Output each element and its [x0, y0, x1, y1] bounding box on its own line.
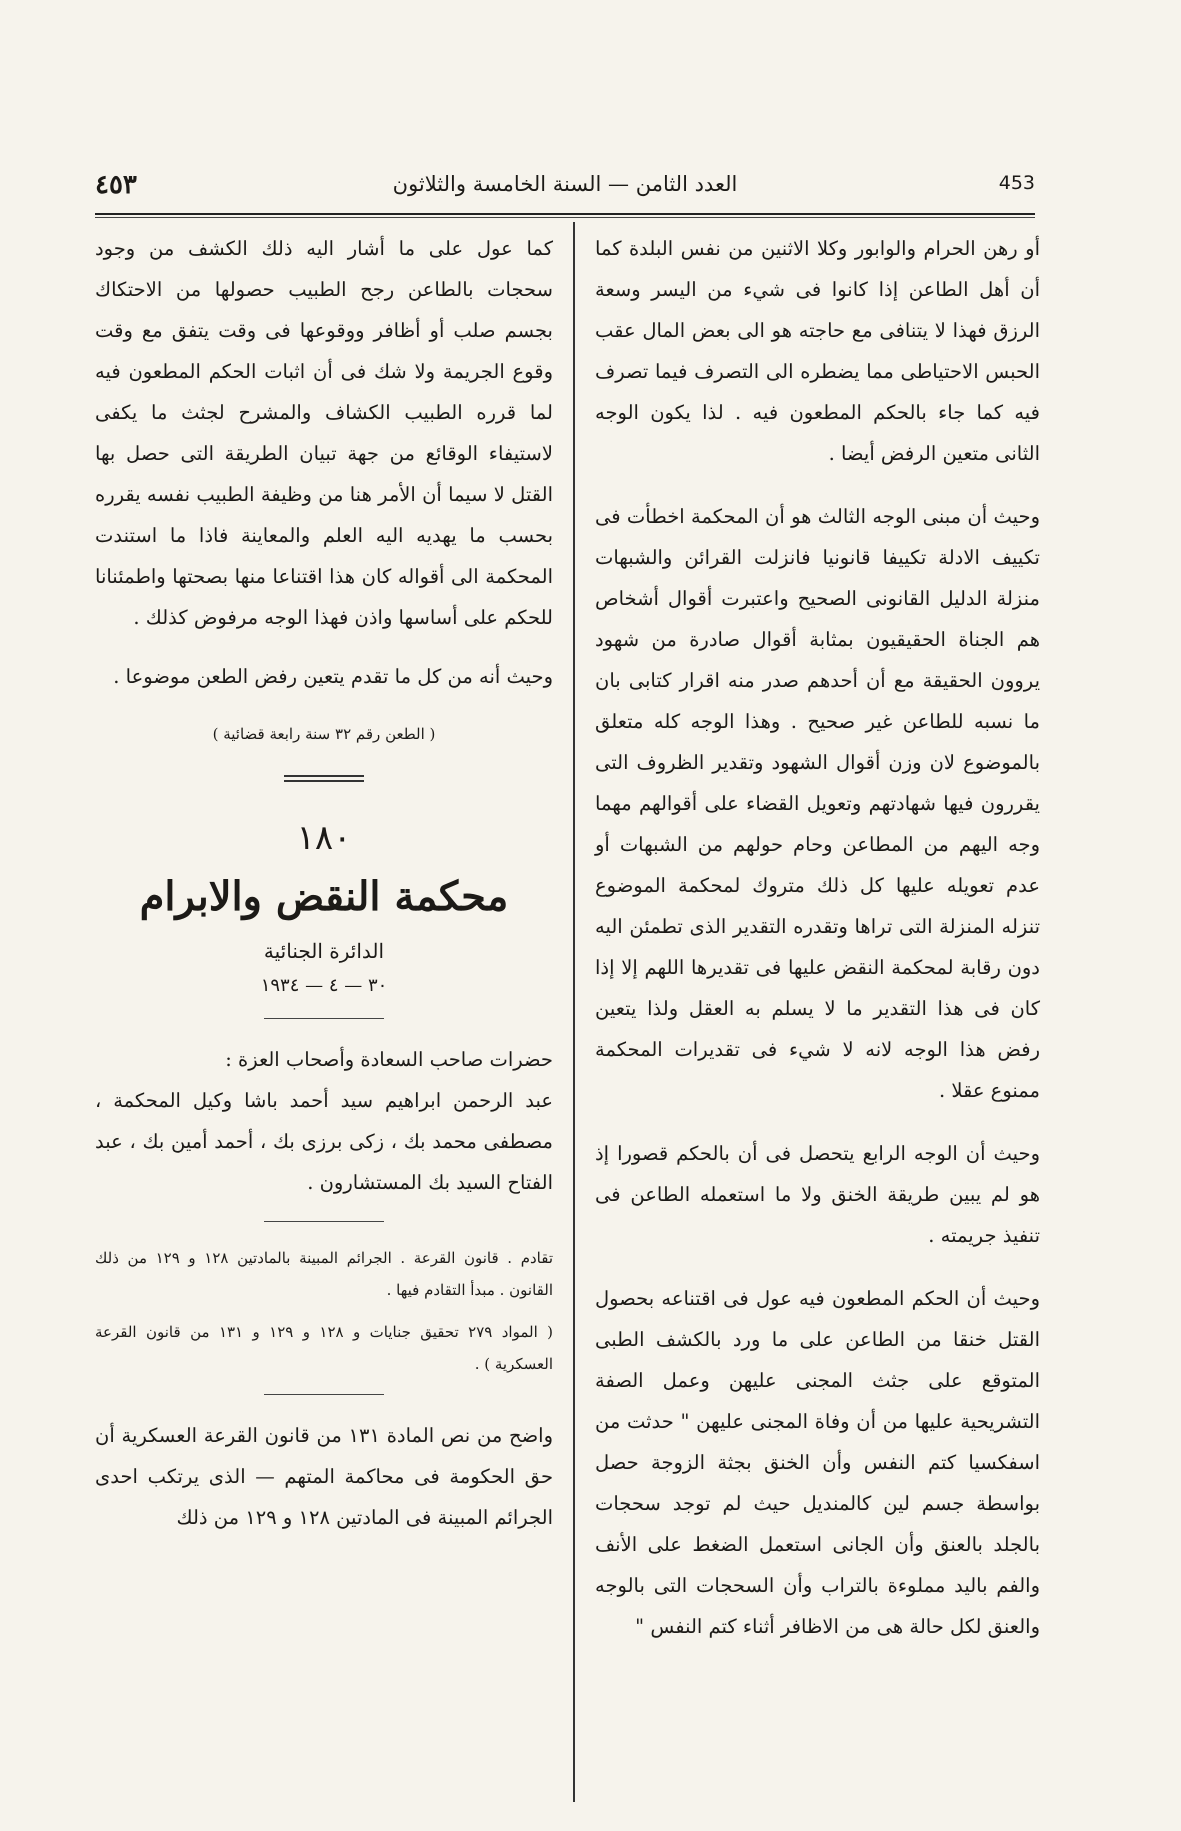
section-separator — [284, 775, 364, 782]
header-rule — [95, 213, 1035, 215]
divider-rule — [264, 1018, 384, 1019]
divider-rule-2 — [264, 1221, 384, 1222]
headnote-summary: تقادم . قانون القرعة . الجرائم المبينة بالمادتين ١٢٨ و ١٢٩ من ذلك القانون . مبدأ التقادم فيها . — [95, 1249, 553, 1299]
header-rule-thin — [95, 217, 1035, 218]
court-circuit: الدائرة الجنائية — [263, 939, 385, 963]
page-number-arabic: ٤٥٣ — [95, 170, 137, 200]
left-paragraph-2: وحيث أنه من كل ما تقدم يتعين رفض الطعن موضوعا . — [113, 665, 553, 688]
bench-intro: حضرات صاحب السعادة وأصحاب العزة : — [225, 1048, 553, 1071]
case-citation: ( الطعن رقم ٣٢ سنة رابعة قضائية ) — [212, 725, 436, 743]
judgment-date: ٣٠ — ٤ — ١٩٣٤ — [260, 975, 388, 996]
headnote-articles: ( المواد ٢٧٩ تحقيق جنايات و ١٢٨ و ١٢٩ و ١٣١ من قانون القرعة العسكرية ) . — [95, 1323, 553, 1373]
left-paragraph-1: كما عول على ما أشار اليه ذلك الكشف من وجود سحجات بالطاعن رجح الطبيب حصولها من الاحتكاك بجسم صلب أو أظافر ووقوعها فى وقت يتفق مع وقت وقوع الجريمة ولا شك فى أن اثبات الحكم المطعون فيه لما قرره الطبيب الكشاف والمشرح لجثث ما يكفى لاستيفاء الوقائع من جهة تبيان الطريقة التى حصل بها القتل لا سيما أن الأمر هنا من وظيفة الطبيب نفسه يقرره بحسب ما يهديه اليه العلم والمعاينة فاذا ما استندت المحكمة الى أقواله كان هذا اقتناعا منها بصحتها واطمئنانا للحكم على أساسها واذن فهذا الوجه مرفوض كذلك . — [95, 237, 553, 629]
right-paragraph-1: أو رهن الحرام والوابور وكلا الاثنين من نفس البلدة كما أن أهل الطاعن إذا كانوا فى شيء من اليسر وسعة الرزق فهذا لا يتنافى مع حاجته هو الى بعض المال عقب الحبس الاحتياطى مما يضطره الى التصرف فيما تصرف فيه كما جاء بالحكم المطعون فيه . لذا يكون الوجه الثانى متعين الرفض أيضا . — [595, 237, 1040, 465]
right-paragraph-2: وحيث أن مبنى الوجه الثالث هو أن المحكمة اخطأت فى تكييف الادلة تكييفا قانونيا فانزلت القرائن والشبهات منزلة الدليل القانونى الصحيح واعتبرت أقوال أشخاص هم الجناة الحقيقيون بمثابة أقوال صادرة من شهود يروون الحقيقة مع أن أحدهم صدر منه اقرار كتابى بان ما نسبه للطاعن غير صحيح . وهذا الوجه كله متعلق بالموضوع لان وزن أقوال الشهود وتقدير الظروف التى يقررون فيها شهادتهم وتعويل القضاء على أقوالهم مهما وجه اليهم من المطاعن وحام حولهم من الشبهات أو عدم تعويله عليها كل ذلك متروك لمحكمة الموضوع تنزله المنزلة التى تراها وتقدره التقدير الذى تطمئن اليه دون رقابة لمحكمة النقض عليها فى تقديرها اللهم إلا إذا كان فى هذا التقدير ما لا يسلم به العقل ولذا يتعين رفض هذا الوجه لانه لا شيء فى تقديرات المحكمة ممنوع عقلا . — [595, 505, 1040, 1102]
case-number: ١٨٠ — [296, 818, 352, 858]
right-paragraph-3: وحيث أن الوجه الرابع يتحصل فى أن بالحكم قصورا إذ هو لم يبين طريقة الخنق ولا ما استعمله الطاعن فى تنفيذ جريمته . — [595, 1142, 1040, 1247]
bench-names: عبد الرحمن ابراهيم سيد أحمد باشا وكيل المحكمة ، مصطفى محمد بك ، زكى برزى بك ، أحمد أمين بك ، عبد الفتاح السيد بك المستشارون . — [95, 1089, 553, 1194]
court-name: محكمة النقض والابرام — [139, 873, 509, 920]
left-column — [95, 228, 553, 1560]
page-number-latin: 453 — [998, 172, 1035, 194]
left-paragraph-3: واضح من نص المادة ١٣١ من قانون القرعة العسكرية أن حق الحكومة فى محاكمة المتهم — الذى يرتكب احدى الجرائم المبينة فى المادتين ١٢٨ و ١٢٩ من ذلك — [95, 1424, 553, 1529]
column-divider — [573, 222, 575, 1802]
right-column — [595, 228, 1040, 1669]
page-header — [95, 170, 1035, 210]
divider-rule-3 — [264, 1394, 384, 1395]
right-paragraph-4: وحيث أن الحكم المطعون فيه عول فى اقتناعه بحصول القتل خنقا من الطاعن على ما ورد بالكشف الطبى المتوقع على جثث المجنى عليهن وعمل الصفة التشريحية عليها من أن وفاة المجنى عليهن " حدثت من اسفكسيا كتم النفس وأن الخنق بجثة الزوجة حصل بواسطة جسم لين كالمنديل حيث لم توجد سحجات بالجلد بالعنق وأن الجانى استعمل الضغط على الأنف والفم باليد مملوءة بالتراب وأن السحجات التى بالوجه والعنق لكل حالة هى من الاظافر أثناء كتم النفس " — [595, 1287, 1040, 1638]
running-title: العدد الثامن — السنة الخامسة والثلاثون — [392, 172, 738, 196]
